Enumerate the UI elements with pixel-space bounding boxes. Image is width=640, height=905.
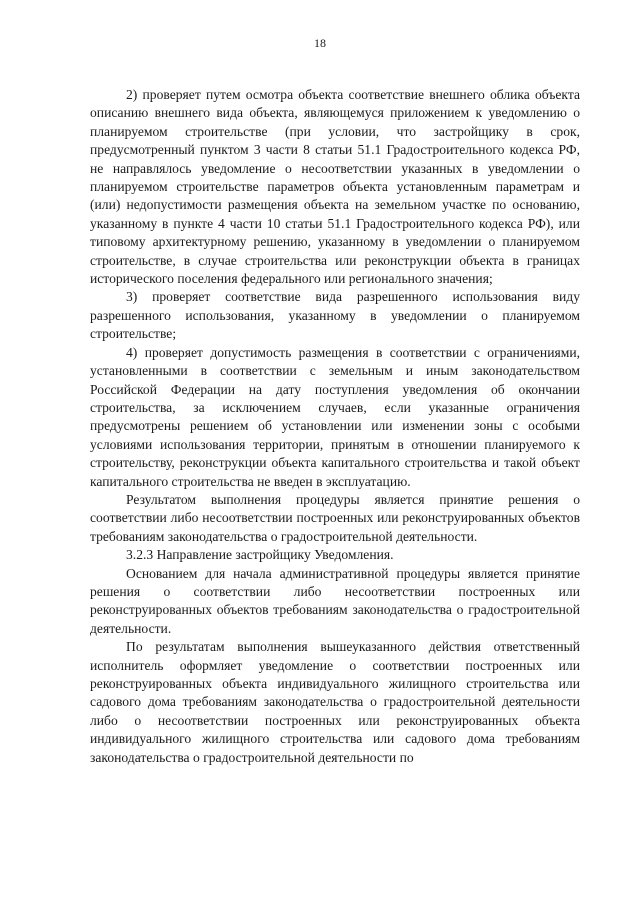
- paragraph-result: Результатом выполнения процедуры является принятие решения о соответствии либо несоответствии построенных или реконструированных объектов требованиям законодательства о градостроительной деятельности.: [90, 491, 580, 544]
- paragraph-item-2: 2) проверяет путем осмотра объекта соответствие внешнего облика объекта описанию внешнего вида объекта, являющемуся приложением к уведомлению о планируемом строительстве (при условии, что застройщику в срок, предусмотренный пунктом 3 части 8 статьи 51.1 Градостроительного кодекса РФ, не направлялось уведомление о несоответствии указанных в уведомлении о планируемом строительстве параметров объекта установленным параметрам и (или) недопустимости размещения объекта на земельном участке по основанию, указанному в пункте 4 части 10 статьи 51.1 Градостроительного кодекса РФ), или типовому архитектурному решению, указанному в уведомлении о планируемом строительстве, в случае строительства или реконструкции объекта в границах исторического поселения федерального или регионального значения;: [90, 87, 580, 287]
- paragraph-outcome: По результатам выполнения вышеуказанного действия ответственный исполнитель оформляет уведомление о соответствии построенных или реконструированных объекта индивидуального жилищного строительства или садового дома требованиям законодательства о градостроительной деятельности либо о несоответствии построенных или реконструированных объекта индивидуального жилищного строительства или садового дома требованиям законодательства о градостроительной деятельности по: [90, 639, 580, 765]
- document-body: [90, 86, 580, 767]
- section-heading-3-2-3: 3.2.3 Направление застройщику Уведомления.: [126, 547, 394, 563]
- paragraph-item-4: 4) проверяет допустимость размещения в соответствии с ограничениями, установленными в соответствии с земельным и иным законодательством Российской Федерации на дату поступления уведомления об окончании строительства, за исключением случаев, если указанные ограничения предусмотрены решением об установлении или изменении зоны с особыми условиями использования территории, принятым в отношении планируемого к строительству, реконструкции объекта капитального строительства и такой объект капитального строительства не введен в эксплуатацию.: [90, 344, 580, 489]
- page-number: 18: [314, 36, 326, 50]
- paragraph-item-3: 3) проверяет соответствие вида разрешенного использования виду разрешенного использования, указанному в уведомлении о планируемом строительстве;: [90, 289, 580, 342]
- paragraph-basis: Основанием для начала административной процедуры является принятие решения о соответствии либо несоответствии построенных или реконструированных объектов требованиям законодательства о градостроительной деятельности.: [90, 565, 580, 636]
